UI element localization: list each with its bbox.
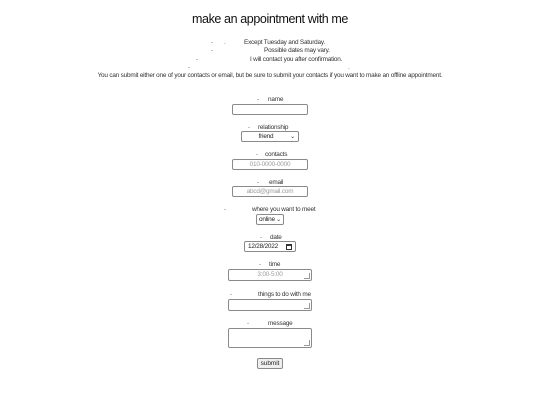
time-label: time (269, 261, 281, 268)
note-line-4 (0, 72, 540, 81)
meet-label: where you want to meet (252, 206, 316, 213)
date-value: 12/28/2022 (248, 243, 278, 250)
todo-label: things to do with me (258, 291, 311, 298)
contacts-input[interactable]: 010-0000-0000 (232, 159, 308, 170)
name-label: name (268, 96, 284, 103)
chevron-down-icon: ⌄ (290, 134, 295, 140)
date-input[interactable] (244, 241, 296, 252)
note-text-2: Possible dates may vary. (264, 47, 330, 54)
meet-value: online (259, 216, 275, 223)
note-line-1: - . Except Tuesday and Saturday. (211, 39, 325, 46)
note-text-3: I will contact you after confirmation. (250, 56, 343, 63)
time-textarea[interactable] (228, 269, 312, 281)
appointment-page: make an appointment with me - . Except Tuesday and Saturday. - Possible dates may vary. - I will contact you after confirmation. - . You can submit either one of your contacts or email, but be sure to submit your contacts if you want to make an offline appointment. - name - relationship friend ⌄ - contacts 010-0000-0000 - email abcd@gmail.com - where you want to meet online ⌄ - date 12/28/2022 - time 3:00-5:00 - things to do with me - message submit (0, 0, 540, 405)
chevron-down-icon: ⌄ (276, 217, 281, 223)
email-input[interactable]: abcd@gmail.com (232, 186, 308, 197)
note-line-3: - I will contact you after confirmation. (196, 56, 343, 63)
resize-grip-icon[interactable] (304, 303, 310, 309)
note-line-dash: - . (188, 64, 350, 71)
note-text-4: You can submit either one of your contacts or email, but be sure to submit your contacts if you want to make an offline appointment. (97, 72, 443, 79)
meet-select[interactable] (256, 214, 284, 225)
relationship-value: friend (258, 133, 274, 140)
resize-grip-icon[interactable] (304, 273, 310, 279)
message-label: message (268, 320, 293, 327)
relationship-label: relationship (258, 124, 289, 131)
time-placeholder: 3:00-5:00 (257, 271, 283, 278)
date-label: date (270, 234, 282, 241)
page-title: make an appointment with me (192, 12, 348, 26)
contacts-label: contacts (265, 151, 288, 158)
email-label: email (269, 179, 284, 186)
submit-button[interactable]: submit (257, 358, 283, 369)
note-text-1: Except Tuesday and Saturday. (244, 39, 325, 46)
calendar-icon[interactable] (286, 244, 292, 250)
resize-grip-icon[interactable] (304, 340, 310, 346)
relationship-select[interactable] (241, 131, 299, 142)
note-line-2: - Possible dates may vary. (211, 47, 330, 54)
name-input[interactable] (232, 104, 308, 115)
todo-textarea[interactable] (228, 299, 312, 311)
message-textarea[interactable] (228, 328, 312, 348)
